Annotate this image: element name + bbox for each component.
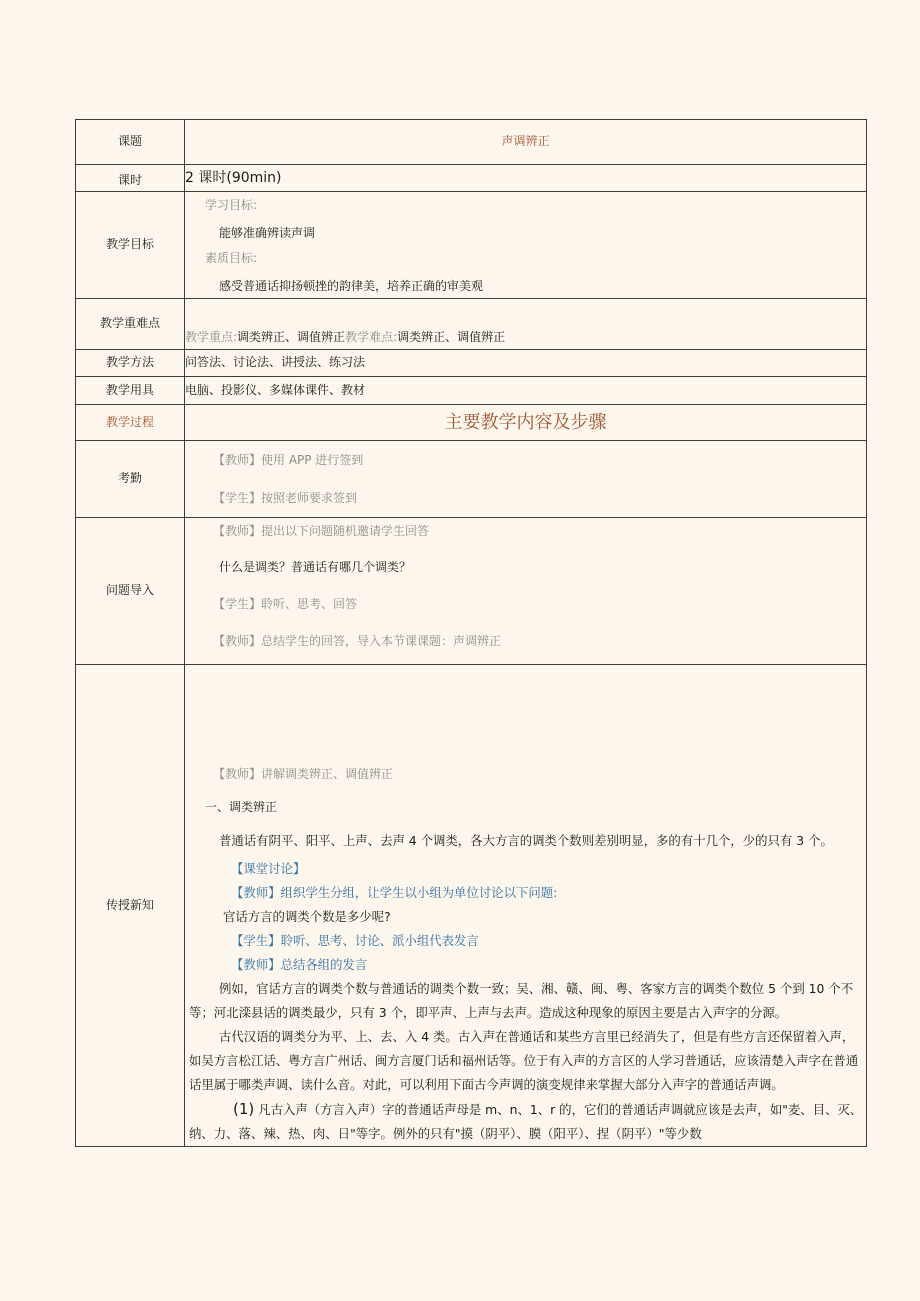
- paragraph-2: 例如，官话方言的调类个数与普通话的调类个数一致；吴、湘、赣、闽、粤、客家方言的调类个数位 5 个到 10 个不等；河北滦县话的调类最少，只有 3 个，即平声、上声与去声。造成这种现象的原因主要是古入声字的分源。: [189, 981, 854, 1020]
- process-header-left: 教学过程: [76, 405, 185, 441]
- discussion-question: 官话方言的调类个数是多少呢?: [223, 909, 391, 924]
- intro-teacher-summary: 【教师】总结学生的回答，导入本节课课题：声调辨正: [213, 634, 502, 648]
- intro-label: 问题导入: [76, 518, 185, 665]
- hours-value: 2 课时(90min): [185, 165, 867, 192]
- attendance-student: 【学生】按照老师要求签到: [213, 491, 358, 505]
- intro-teacher-prompt: 【教师】提出以下问题随机邀请学生回答: [213, 524, 430, 538]
- tools-row: [76, 377, 867, 405]
- rule-number: (1): [233, 1100, 255, 1118]
- classroom-discussion: 【课堂讨论】: [231, 861, 306, 876]
- teaching-row: [76, 665, 867, 1147]
- quality-objective-label: 素质目标:: [205, 251, 258, 265]
- rule-text: 凡古入声（方言入声）字的普通话声母是 m、n、1、r 的，它们的普通话声调就应该是去声，如"麦、目、灭、纳、力、落、辣、热、肉、日"等字。例外的只有"摸（阴平）、膜（阳平）、捏（阴平）"等少数: [189, 1102, 863, 1141]
- methods-value: 问答法、讨论法、讲授法、练习法: [185, 350, 867, 377]
- topic-title: 声调辨正: [185, 120, 867, 165]
- key-points-row: [76, 299, 867, 350]
- process-header-row: [76, 405, 867, 441]
- topic-label: 课题: [76, 120, 185, 165]
- difficulty-value: 调类辨正、调值辨正: [397, 330, 506, 345]
- paragraph-4: [189, 1097, 864, 1146]
- key-points-label: 教学重难点: [76, 299, 185, 350]
- key-point-label: 教学重点:: [185, 330, 238, 345]
- teaching-teacher-intro: 【教师】讲解调类辨正、调值辨正: [213, 767, 394, 781]
- paragraph-1: 普通话有阴平、阳平、上声、去声 4 个调类，各大方言的调类个数则差别明显，多的有十几个，少的只有 3 个。: [219, 833, 833, 848]
- teacher-summary: 【教师】总结各组的发言: [231, 957, 368, 972]
- teaching-content: [185, 665, 867, 1147]
- attendance-content: [185, 441, 867, 518]
- intro-question: 什么是调类？普通话有哪几个调类？: [219, 560, 412, 574]
- topic-row: [76, 120, 867, 165]
- objectives-row: [76, 192, 867, 299]
- methods-row: [76, 350, 867, 377]
- methods-label: 教学方法: [76, 350, 185, 377]
- section-heading: 一、调类辨正: [205, 800, 278, 814]
- attendance-row: [76, 441, 867, 518]
- difficulty-label: 教学难点:: [345, 330, 398, 345]
- process-header-right: 主要教学内容及步骤: [185, 405, 867, 441]
- attendance-teacher: 【教师】使用 APP 进行签到: [213, 453, 364, 467]
- tools-label: 教学用具: [76, 377, 185, 405]
- paragraph-3: 古代汉语的调类分为平、上、去、入 4 类。古入声在普通话和某些方言里已经消失了，但是有些方言还保留着入声，如吴方言松江话、粤方言广州话、闽方言厦门话和福州话等。位于有入声的方言区的人学习普通话，应该清楚入声字在普通话里属于哪类声调、读什么音。对此，可以利用下面古今声调的演变规律来掌握大部分入声字的普通话声调。: [189, 1029, 859, 1092]
- learning-objective-label: 学习目标:: [205, 198, 258, 212]
- intro-content: [185, 518, 867, 665]
- attendance-label: 考勤: [76, 441, 185, 518]
- teacher-group-task: 【教师】组织学生分组，让学生以小组为单位讨论以下问题:: [231, 885, 558, 900]
- teaching-label: 传授新知: [76, 665, 185, 1147]
- tools-value: 电脑、投影仪、多媒体课件、教材: [185, 377, 867, 405]
- lesson-plan-table: [75, 119, 867, 1147]
- learning-objective: 能够准确辨读声调: [219, 226, 316, 240]
- objectives-content: [185, 192, 867, 299]
- intro-row: [76, 518, 867, 665]
- objectives-label: 教学目标: [76, 192, 185, 299]
- key-points-content: [185, 299, 867, 350]
- student-response: 【学生】聆听、思考、讨论、派小组代表发言: [231, 933, 479, 948]
- hours-label: 课时: [76, 165, 185, 192]
- key-point-value: 调类辨正、调值辨正: [237, 330, 346, 345]
- hours-row: [76, 165, 867, 192]
- quality-objective: 感受普通话抑扬顿挫的韵律美，培养正确的审美观: [219, 279, 484, 293]
- teaching-body: [185, 825, 866, 1146]
- intro-student: 【学生】聆听、思考、回答: [213, 597, 358, 611]
